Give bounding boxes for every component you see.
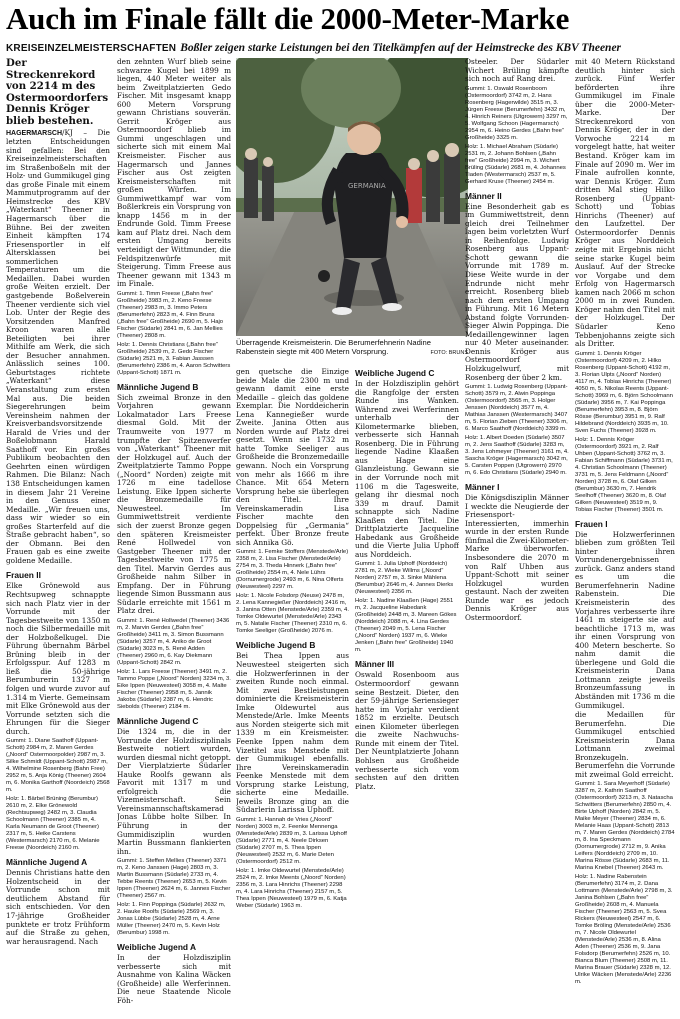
results-list: Holz: 1. Imke Oldewurtel (Menstede/Arle) 2524 m, 2. Imke Meents („Noord“ Norden) 2356 m, 3. Lara Hinrichs (Theener) 2298 m, 4. Lara Hinrichs (Theener) 2157 m, 5. Thea Ippen (Neuwesteel) 1979 m, 6. Katja Weber (Südarle) 1963 m. [236,867,347,909]
results-list: Gummi: 1. Ludwig Rosenberg (Uppant-Schott) 3579 m, 2. Alwin Poppinga (Ostermoordorf) 3565 m, 3. Holger Jenssen (Norddeich) 3577 m, 4. Mathias Janssen (Westermarsch) 3407 m, 5. Florian Zieben (Theener) 3306 m, 6. Marco Saathoff (Norddeich) 3399 m. [465,384,568,433]
photo-caption: Überragende Kreismeisterin. Die Berumerfehnerin Nadine Rabenstein siegte mit 400 Metern Vorsprung. FOTO: BRUNS [236,338,468,356]
section-heading: Männliche Jugend B [117,381,199,392]
article-text: Eine Besonderheit gab es im Gummiwettstreit, denn gleich drei Teilnehmer lagen beim vorletzten Wurf in Reihenfolge. Ludwig Rosenberg aus Uppant-Schott gewann die Vorrunde mit 1789 m. Diese Weite wurde in der Endrunde nicht mehr erreicht. Rosenberg blieb nach dem ersten Umgang in Führung. Mit 16 Metern Abstand folgte Vorrunden-Sieger Alwin Poppinga. Die Medaillengewinner lagen nur 40 Meter auseinander. Dennis Kröger aus Ostermoordorf Holzkugelwurf, mit Rosenberg der über 2 km. [465,201,569,382]
article-text: Osteeler. Der Südarler Wichert Brüling kämpfte sich noch auf Rang drei. [465,58,569,84]
article-text: Elke Grönewold aus Rechtsupweg schnappte sich nach Platz vier in der Vorrunde mit der Tagesbestweite von 1350 m noch die Silbermedaille mit der Holzboßelkugel. Die Führung übernahm Bärbel Brüning bleib in der Erfolgsspur. Auf 1283 m ließ die 50-jährige Berumburerin 1327 m folgen und wurde zuvor auf 1.314 m Vierte. Gemeinsam mit Elke Grönewold aus der Vorrunde setzten sich die Ehrungen für die Sieger durch. [6,581,110,736]
article-text: In der Holzdisziplin verbesserte sich mit Ausnahme von Kalina Wäcken (Großheide) alle Werferinnen. Die neue Staatende Nicole Föh- [117,953,231,1005]
results-list: Holz: 1. Bärbel Brüning (Berumbur) 2610 m, 2. Elke Grönewold (Rechtsupweg) 2482 m, 3. Claudia Schoolmann (Theener) 2385 m, 4. Karla Neumann de Groot (Theener) 2317 m, 5. Heike Carstens (Westermarsch) 2170 m, 6. Melanie Freese (Noordeich) 2160 m. [6,796,100,852]
article-text: Bei Thea Ippen aus Neuwesteel steigerten sich die Holzwerferinnen in der zweiten Runde noch einmal. Mit zwei Bestleistungen dominierte die Kreismeisterin Imke Oldewurtel aus Menstede/Arle. Imke Meents aus Norden steigerte sich mit 1339 m ein Kreismeister. Feenke Ippen nahm dem Vizetitel aus Menstede mit der Gummikugel ebenfalls. Ihre Vereinskameradin Feenke Menstede mit dem Vorsprung starke Leistung, sicherte eine Medaille. Jeweils Bronze ging an die Südarlerin Larissa Uphoff. [236,651,349,815]
results-list: Gummi: 1. René Hollwedel (Theener) 3436 m, 2. Marvin Gerdes („Bahn free“ Großheide) 3411 m, 3. Simon Bussmann (Südarle) 3257 m, 4. Aniko de Groot (Südarle) 3023 m, 5. René Adden (Theener) 2960 m, 6. Kay Diekmann (Uppant-Schott) 2842 m. [117,617,230,666]
article-text: Die Königsdisziplin Männer I weckte die Neugierde der Friesensport-Interessierten, immerhin wurde in der ersten Runde fünfmal die Zwei-Kilometer-Marke überworfen. Insbesondere die 2070 m von Ralf Uhben aus Uppant-Schott mit seiner Holzkugel wurden gestaunt. Nach der zweiten Runde war es jedoch Dennis Kröger aus Ostermoordorf. [465,493,569,622]
section-heading: Weibliche Jugend A [117,942,197,953]
photo-credit: FOTO: BRUNS [430,350,468,356]
svg-text:GERMANIA: GERMANIA [348,182,386,190]
article-text: Die Holzwerferinnen blieben zum größten Teil hinter ihren Vorrundenergebnissen zurück. Ganz anders stand es um die Berumerfehnerin Nadine Rabenstein. Die Kreismeisterin des Vorjahres verbesserte ihre 1461 m steigerte sie auf beachtliche 1713 m, was ihr einen Vorsprung von 400 Metern bescherte. So nahm damit die überlegene und Gold die Kreismeisterin Dana Lottmann zeigte jeweils Bronzeumfassung in Abständen mit 1736 m die Gummikugel. [575,529,675,710]
dateline: HAGERMARSCH [6,129,62,137]
article-text: Dennis Christians hatte den Holzentscheid in der Vorrunde schon mit deutlichem Abstand für sich entschieden. Vor den 17-jährige Großheider punktete er trotz Frühform auf die Straße zu gehen, war herausragend. Nach [6,868,110,946]
section-heading: Weibliche Jugend C [355,368,435,378]
column-1 [6,58,110,1013]
column-3 [236,368,349,1013]
kicker: KREISEINZELMEISTERSCHAFTEN [6,43,177,54]
results-list: Gummi: 1. Sara Meyerhoff (Südarle) 3287 m, 2. Kathrin Saathoff (Ostermoordorf) 3213 m, 3. Natascha Schwitters (Berumerfehn) 2850 m, 4. Birte Uphoff (Norden) 2842 m, 5. Maike Meyer (Theener) 2834 m, 6. Melanie Haas (Uppant-Schott) 2813 m, 7. Maren Gerdes (Norddeich) 2784 m, 8. Ina Speckmann (Dornumergrode) 2712 m, 9. Anika Leifers (Norddeich) 2709 m, 10. Marina Rösse (Südarle) 2683 m, 11. Marina Knebel (Theener) 2643 m. [575,781,675,872]
results-list: Holz: 1. Nadine Klaaßen (Hage) 2551 m, 2. Jacqueline Habedank (Großheide) 2448 m, 3. Mareen Gökes (Norddeich) 2088 m, 4. Lina Gerdes (Theener) 2049 m, 5. Lena Fischer („Noord“ Norden) 1937 m, 6. Wieke Jenken („Bahn free“ Großheide) 1940 m. [355,598,457,654]
column-5 [465,58,569,1013]
section-heading: Männer I [465,482,500,493]
section-heading: Frauen II [6,570,41,581]
results-list: Holz: 1. Lars Freese (Theener) 3491 m, 2. Tammo Poppe („Noord“ Norden) 3234 m, 3. Eike Ippen (Neuwesteel) 3058 m, 4. Malte Fischer (Theener) 2958 m, 5. Jannik Jakobs (Südarle) 2387 m, 6. Hendric Siebolds (Theener) 2184 m. [117,668,231,710]
section-heading: Frauen I [575,518,608,529]
results-list: Gummi: 1. Hannah de Vries („Noord“ Norden) 3003 m, 2. Feenke Mennenga (Menstede/Arle) 2839 m, 3. Larissa Uphoff (Südarle) 2771 m, 4. Neele Dirksen (Südarle) 2707 m, 5. Thea Ippen (Neuwesteel) 2532 m, 6. Marie Deten (Ostermoordorf) 2512 m. [236,816,347,865]
results-list: Holz: 1. Dennis Kröger (Ostermoordorf) 3921 m, 2. Ralf Uhben (Uppant-Schott) 3762 m, 3. Fabian Schiffmann (Südarle) 3731 m, 4. Christian Schoolmann (Theener) 3731 m, 5. Jens Feldmann („Noord“ Norden) 3728 m, 6. Olaf Gilken (Berumbur) 3630 m, 7. Hendrik Seelhoff (Theener) 3620 m, 8. Olaf Gilken (Neuwesteel) 3519 m, 9. Tobias Fischer (Theener) 3501 m. [575,436,673,513]
column-2 [117,58,231,1013]
article-text: die Medaillen für Berumerfehn. Die Gummikugel entschied Kreismeisterin Dana Lottmann zweimal Bronzekugeln. Berumerfehn die Vorrunde mit zweimal Gold erreicht. [575,710,675,779]
article-text: Sich zweimal Bronze in den Vorjahren gewann Lokalmatador Lars Freese diesmal Gold. Mit der Traumweite von 1977 m trumpfte der Spitzenwerfer von „Waterkant“ Theener mit der Holzkugel auf. Auch der Zweitplatzierte Tammo Poppe („Noord“ Norden) zeigte mit 1726 m eine tadellose Leistung. Eike Ippen sicherte die Bronzemedaille für Neuwesteel. Im Gummiwettstreit verdiente sich der zuerst Bronze gegen den späteren Kreismeister René Hollwedel von Gastgeber Theener mit der Tagesbestweite von 1775 m den Titel. Marvin Gerdes aus Großheide nahm Silber in Empfang. Der in Führung liegende Simon Bussmann aus Südarle erreichte mit 1561 m Platz drei. [117,392,231,616]
results-list: Gummi: 1. Femke Stoffers (Menstede/Arle) 2358 m, 2. Lisa Fischer (Menstede/Arle) 2754 m, 3. Theda Hinnerk („Bahn free“ Großheide) 2554 m, 4. Nele Lührs (Dornumergrode) 2493 m, 6. Nina Olferts (Neuwesteel) 2297 m. [236,549,349,591]
section-heading: Weibliche Jugend B [236,640,316,651]
lead-paragraph: Der Streckenrekord von 2214 m des Ostermoordorfers Dennis Kröger blieb bestehen. [6,58,109,127]
article-text: mit 40 Metern Rückstand deutlich hinter sich zurück. Fünf Werfer beförderten ihre Gummikugel im Finale über die 2000-Meter-Marke. Der Streckenrekord von Dennis Kröger, der in der Vorwoche 2214 m vorgelegt hatte, hat weiter Bestand. Kröger kam im Finale auf 2090 m. Wer im Finale aufrollen konnte, war Dennis Kröger. Zum dritten Mal stieg Hilko Rosenberg (Uppant-Schott) und Tobias Hinrichs (Theener) auf den Laufzettel. Der Ostermoordorfer Dennis Kröger aus Norddeich zeigte mit Ergebnis nicht seine starke Kugel beim Auslauf. Auf der Strecke vor Vorgabe und dem Erfolg von Hagermarsch kamen nach 2066 m schon 2000 m in zwei Runden. Kröger nahm den Titel mit der Holzkugel. Der Südarler Keno Tebbenjohanns zeigte sich als Dritter. [575,58,675,349]
article-photo [236,58,468,336]
results-list: Gummi: 1. Diane Saathoff (Uppant-Schott) 2984 m, 2. Maren Gerdes („Noord“ Ostermoorpolder) 2987 m, 3. Silke Schmidt (Uppant-Schott) 2987 m, 4. Wilhelmine Rosenberg (Bahn Free) 2952 m, 5. Anja König (Theener) 2604 m, 6. Monika Garthoff (Noordeich) 2568 m. [6,738,110,794]
column-4 [355,368,459,1013]
subheadline: Boßler zeigen starke Leistungen bei den Titelkämpfen auf der Heimstrecke des KBV Theener [180,42,622,54]
section-heading: Männliche Jugend C [117,715,199,726]
results-list: Holz: 1. Albert Doeden (Südarle) 3507 m, 2. Jens Saathoff (Südarle) 3283 m, 3. Jens Lohmeyer (Theener) 3161 m, 4. Sascha Kröger (Hagermarsch) 3042 m, 5. Carsten Poppen (Utgrowern) 2970 m, 6. Edo Christians (Südarle) 2940 m. [465,435,569,477]
results-list: Gummi: 1. Oswald Rosenboom (Ostermoordorf) 3742 m, 2. Hans Rosenberg (Hagerwilde) 3515 m, 3. Jürgen Freese (Berumerfehn) 3432 m, 4. Hinrich Reiners (Utgrowern) 3297 m, 5. Wolfgang Schoon (Hagermarsch) 2954 m, 6. Heino Gerdes („Bahn free“ Großheide) 3325 m. [465,85,568,141]
section-heading: Männliche Jugend A [6,857,88,868]
headline: Auch im Finale fällt die 2000-Meter-Marke [6,3,570,35]
results-list: Gummi: 1. Timm Freese („Bahn free“ Großheide) 3983 m, 2. Keno Freese (Theener) 2983 m, 3. Immo Peters (Berumerfehn) 2823 m, 4. Finn Bruns („Bahn free“ Großheide) 2690 m, 5. Hajo Fischer (Südarle) 2841 m, 6. Jan Mellies (Theener) 2808 m. [117,290,224,339]
results-list: Holz: 1. Nadine Rabenstein (Berumerfehn) 3174 m, 2. Dana Lottmann (Menstede/Arle) 2798 m, 3. Janina Bohlsen („Bahn free“ Großheide) 2608 m, 4. Manuela Fischer (Theener) 2563 m, 5. Svea Rickers (Neuwesteel) 2547 m, 6. Tomke Bröling (Menstede/Arle) 2536 m, 7. Nicole Oldewurtel (Menstede/Arle) 2536 m, 8. Alina Aden (Theener) 2536 m, 9. Jana Folsdorp (Berumerfehn) 2526 m, 10. Bianca Blum (Theener) 2508 m, 11. Marina Brauer (Südarle) 2328 m, 12. Ulrike Wäcken (Menstede/Arle) 2236 m. [575,874,673,986]
article-text: Die 1324 m, die in der Vorrunde der Holzdisziplinals Bestweite notiert wurden, wurden diesmal nicht getoppt. Der Vierplatzierte Südarler Hauke Roolfs gewann als Favorit mit 1317 m und erfolgreich die Vizemeisterschaft. Sein Vereinsmannschaftskamerad Jonas Lübbe holte Silber. In Führung in der Gummidisziplin wurden Martin Bussmann flankierten ihn. [117,726,231,856]
article-text: In der Holzdisziplin gehört die Rangfolge der ersten Runde ins Wanken. Während zwei Werferinnen unterhalb der Kilometermarke blieben, verbesserte sich Hannah Rosenberg. Die in Führung liegende Nadine Klaaßen aus Hage eine Glanzleistung. Gewann sie in der Vorrunde noch mit 1106 m die Tagesweite, gelang ihr diesmal noch 339 m drauf. Damit schnappte sich Nadine Klaaßen den Titel. Die Drittplatzierte Jacqueline Habedank aus Großheide und die Vierte Julia Uphoff aus Norddeich. [355,379,459,559]
section-heading: Männer III [355,659,395,670]
boule-thrower-photo [236,58,468,336]
section-heading: Männer II [465,190,502,201]
article-text: den zehnten Wurf blieb seine schwarze Kugel bei 1899 m liegen, 440 Meter weiter als beim Zweitplatzierten Gedo Fischer. Mit insgesamt knapp 600 Metern Vorsprung gewann Christians souverän. Gerrit Kröger aus Ostermoordorf blieb im Gummi ungeschlagen und sicherte sich mit einem Mal Kreismeister. Fischer aus Hagermarsch und Jannes Fischer aus Ost zeigten Kreismeisterschaften mit großen Würfen. Im Gummiwettkampf war vom Boßlerkreis ein Vorsprung von knapp 1456 m in der Endrunde Gold. Timm Freese kam auf Platz drei. Nach dem ersten Umgang bereits verteidigt der Wittmunder, die Feldspitzenwürfe mit Steigerung. Timm Freese aus Theener gewann mit 1343 m im Finale. [117,58,231,289]
article-text: Oswald Rosenboom aus Ostermoordorf gewann seine Bestzeit. Dieter, den der 59-jährige Seriensieger hatte im Vorjahr verdient 1852 m erzielte. Deutsch einen Kilometer überlegen die zweite Nachwuchs-Runde mit einem der Titel. Der Neuntplatzierte Johann Bohlsen aus Großheide verbesserte sich vom sechsten auf den dritten Platz. [355,670,459,791]
results-list: Gummi: 1. Julia Uphoff (Norddeich) 2781 m, 2. Wieke Willms („Noord“ Norden) 2757 m, 3. Sinke Mählena (Berumbur) 2646 m, 4. Jannes Dierks (Neuwesteel) 2356 m. [355,561,454,596]
article-text: gen quetsche die Einzige beide Male die 2300 m und gewann damit eine erste Medaille – gleich das goldene Exemplar. Die Norddeicherin Lena Kannegießer wurde Zweite. Janina Otten aus Norden wurde auf Platz drei gesetzt. Wenn sie 1732 m hatte Tomke Seeliger aus Großheide die Bronzemedaille gewann. Noch ein Vorsprung von mehr als 1666 m ihre Chance. Mit 654 Metern Vorsprung hebe sie überlegen den Titel. Ihre Vereinskameradin Lisa Fischer machte den Doppelsieg für „Germania“ perfekt. Über Bronze freute sich Annika Gö. [236,368,349,547]
results-list: Holz: 1. Nicole Folsdorp (Neuse) 2478 m, 2. Lena Kannegießer (Norddeich) 2416 m, 3. Janina Otten (Menstede/Arle) 2359 m, 4. Tomke Oldewurtel (Menstede/Arle) 2343 m, 5. Natalie Fischer (Theener) 2310 m, 6. Tomke Seeliger (Großheide) 2076 m. [236,593,349,635]
subheadline-row [6,41,676,56]
results-list: Holz: 1. Dennis Christians („Bahn free“ Großheide) 2539 m, 2. Gedo Fischer (Südarle) 2521 m, 3. Fabian Jasssen (Berumerfehn) 2386 m, 4. Aaron Schwitters (Uppant-Schott) 1871 m. [117,341,231,376]
results-list: Gummi: 1. Steffen Mellies (Theener) 3371 m, 2. Keno Janssen (Hage) 2803 m, 3. Martin Bussmann (Südarle) 2733 m, 4. Tebbe Reents (Theener) 2653 m, 5. Kevin Ippen (Theener) 2624 m, 6. Jannes Fischer (Theener) 2567 m. [117,858,231,900]
results-list: Holz: 1. Finn Poppinga (Südarle) 2632 m, 2. Hauke Roolfs (Südarle) 2569 m, 3. Jonas Lübbe (Südarle) 2528 m, 4. Arne Müller (Theener) 2470 m, 5. Kevin Holz (Berumbur) 1998 m. [117,902,226,937]
results-list: Holz: 1. Michael Abraham (Südarle) 2531 m, 2. Johann Bohlsen („Bahn free“ Großheide) 2994 m, 3. Wichert Brüling (Südarle) 2681 m, 4. Johannes Tiaden (Westermarsch) 2537 m, 5. Gerhard Kruse (Theener) 2454 m. [465,143,566,185]
results-list: Gummi: 1. Dennis Kröger (Ostermoordorf) 4209 m, 2. Hilko Rosenberg (Uppant-Schott) 4192 m, 3. Florian Ulpts („Noord“ Norden) 4117 m, 4. Tobias Hinrichs (Theener) 4050 m, 5. Nikolas Reents (Uppant-Schott) 3969 m, 6. Björn Schoolmann (Südarle) 3956 m, 7. Kai Poppinga (Berumerfehn) 3953 m, 8. Björn Rösse (Berumbur) 3951 m, 9. Ralf Hildebrand (Norddeich) 3935 m, 10. Sven Fuchs (Theener) 3928 m. [575,350,673,434]
article-text: HAGERMARSCH/KJ – Die letzten Entscheidungen sind gefallen: Bei den Kreiseinzelmeisterschaften im Straßenboßeln mit der Holz- und Gummikugel ging das große Finale mit einem Mammutprogramm auf der Heimstrecke des KBV „Waterkant“ Theener in Hagermarsch über die Bühne. Bei der zweiten Einheit kämpften 174 Friesensportler in elf Altersklassen bei sommerlichen Temperaturen um die Medaillen. Dabei wurden große Weiten erzielt. Der gastgebende Boßelverein Theener verdiente sich viel Lob. Unter der Regie des Vorsitzenden Manfred Kroon waren alle Beteiligten bei ihrer Mithilfe am Werk, die sich der Besucher annahmen. Anlässlich seines 100. Geburtstages richtete „Waterkant“ diese Veranstaltung zum ersten Mal aus. Die beiden Siegerehrungen beim Vereinsheim nahmen der Kreisverbandsvorsitzende Harald de Vries und der Boßelobmann Harald Saathoff vor. Ein großes Publikum beobachten den Geehrten einen würdigen Rahmen. Die Bilanz: Nach 138 Entscheidungen kamen in diesem Jahr 21 Vereine in den Genuss einer Medaille. „Wir freuen uns, dass wir wieder so ein großes Starterfeld auf die Straße gebracht haben“, so der Obmann. Bei den Frauen gab es eine zweite goldene Medaille. [6,127,110,565]
column-6 [575,58,675,1013]
